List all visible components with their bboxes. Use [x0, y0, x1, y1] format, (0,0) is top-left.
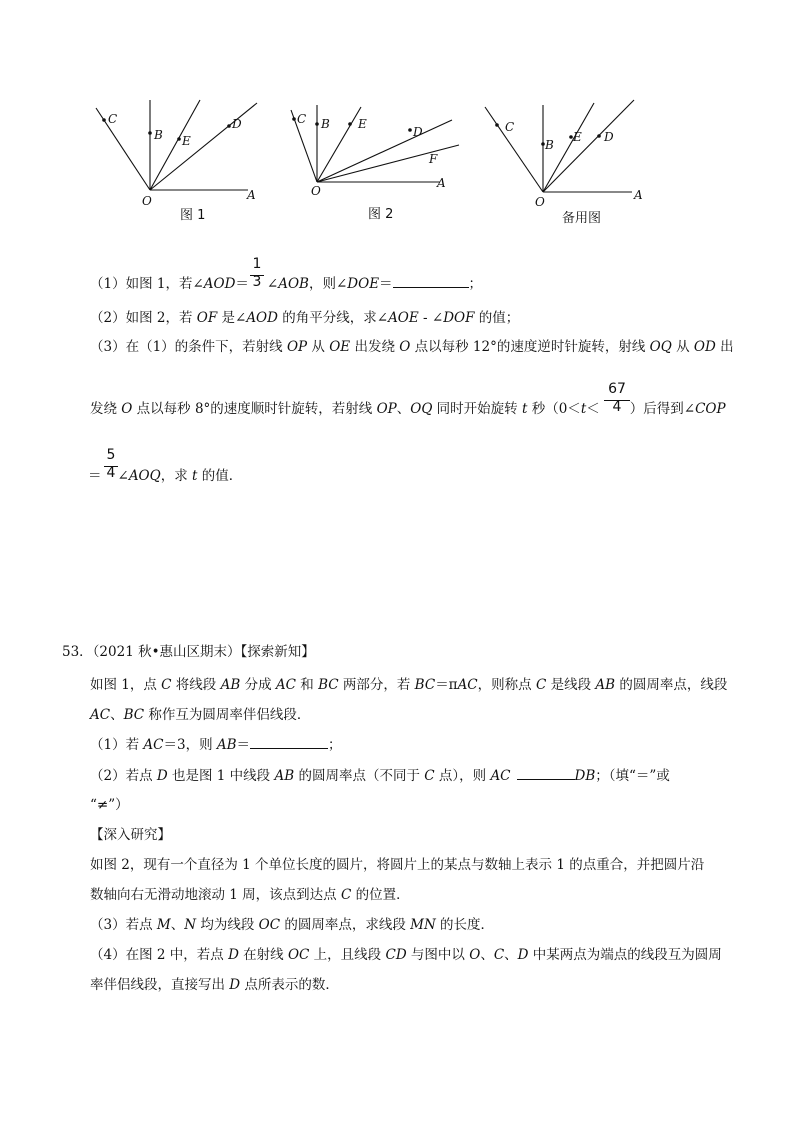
figure-1	[96, 100, 257, 190]
fig2-label-a: A	[437, 176, 446, 190]
q53-description-line1: 如图 2，现有一个直径为 1 个单位长度的圆片，将圆片上的某点与数轴上表示 1 的点重合，并把圆片沿	[90, 857, 705, 873]
q52-part3-line3: ＝ ∠AOQ，求 t 的值．	[88, 468, 243, 484]
q53-section-deep-research: 【深入研究】	[90, 827, 171, 843]
fig3-label-e: E	[573, 130, 582, 144]
answer-blank-1	[393, 273, 469, 288]
fraction-1-3-num: 1	[252, 256, 262, 272]
q52-part2: （2）如图 2，若 OF 是∠AOD 的角平分线，求∠AOE ‑ ∠DOF 的值；	[90, 310, 520, 326]
fig2-label-c: C	[297, 112, 307, 126]
fraction-67-4-den: 4	[612, 399, 622, 415]
fig2-label-b: B	[321, 117, 330, 131]
figures-area	[0, 0, 800, 260]
fraction-67-4-num: 67	[608, 381, 626, 397]
fig3-label-d: D	[604, 130, 614, 144]
answer-blank-3	[517, 765, 575, 780]
fig1-label-d: D	[232, 117, 242, 131]
fig1-label-o: O	[142, 194, 152, 208]
q52-part3-line2: 发绕 O 点以每秒 8°的速度顺时针旋转，若射线 OP、OQ 同时开始旋转 t 秒（0＜t＜ ）后得到∠COP	[90, 401, 726, 417]
answer-blank-2	[250, 734, 328, 749]
q53-description-line2: 数轴向右无滑动地滚动 1 周，该点到达点 C 的位置．	[90, 887, 410, 903]
fraction-1-3-den: 3	[252, 274, 262, 290]
fig3-label-o: O	[535, 195, 545, 209]
fraction-5-4-num: 5	[106, 447, 116, 463]
fig2-caption: 图 2	[368, 207, 394, 222]
fig3-caption: 备用图	[562, 211, 602, 226]
fig2-label-f: F	[429, 152, 438, 166]
fig2-label-e: E	[358, 117, 367, 131]
q53-part2: （2）若点 D 也是图 1 中线段 AB 的圆周率点（不同于 C 点），则 AC DB；（填“＝”或	[90, 765, 670, 786]
fig3-label-c: C	[505, 120, 515, 134]
fig1-label-a: A	[247, 188, 256, 202]
fig3-label-a: A	[634, 188, 643, 202]
q53-part4-line2: 率伴侣线段，直接写出 D 点所表示的数．	[90, 977, 339, 993]
fig2-label-d: D	[413, 125, 423, 139]
q52-part1: （1）如图 1，若∠AOD＝ ∠AOB，则∠DOE＝ ；	[90, 273, 482, 294]
q53-part1: （1）若 AC＝3，则 AB＝ ；	[90, 734, 342, 755]
fig1-label-b: B	[154, 128, 163, 142]
fig2-label-o: O	[311, 184, 321, 198]
q53-definition-line1: 如图 1，点 C 将线段 AB 分成 AC 和 BC 两部分，若 BC＝πAC，则称点 C 是线段 AB 的圆周率点，线段	[90, 677, 728, 693]
fig1-label-c: C	[108, 112, 118, 126]
q53-heading: 53．（2021 秋•惠山区期末）【探索新知】	[62, 644, 315, 660]
q53-part2-line2: “≠”）	[90, 797, 129, 813]
fig1-label-e: E	[182, 134, 191, 148]
q52-part3-line1: （3）在（1）的条件下，若射线 OP 从 OE 出发绕 O 点以每秒 12°的速度逆时针旋转，射线 OQ 从 OD 出	[90, 339, 734, 355]
q53-part4-line1: （4）在图 2 中，若点 D 在射线 OC 上，且线段 CD 与图中以 O、C、D 中某两点为端点的线段互为圆周	[90, 947, 722, 963]
fig3-label-b: B	[545, 138, 554, 152]
fig1-caption: 图 1	[180, 208, 206, 223]
q53-part3: （3）若点 M、N 均为线段 OC 的圆周率点，求线段 MN 的长度．	[90, 917, 495, 933]
fraction-5-4-den: 4	[106, 465, 116, 481]
q53-definition-line2: AC、BC 称作互为圆周率伴侣线段．	[90, 707, 311, 723]
figure-2	[291, 105, 459, 182]
figure-backup	[485, 100, 634, 192]
